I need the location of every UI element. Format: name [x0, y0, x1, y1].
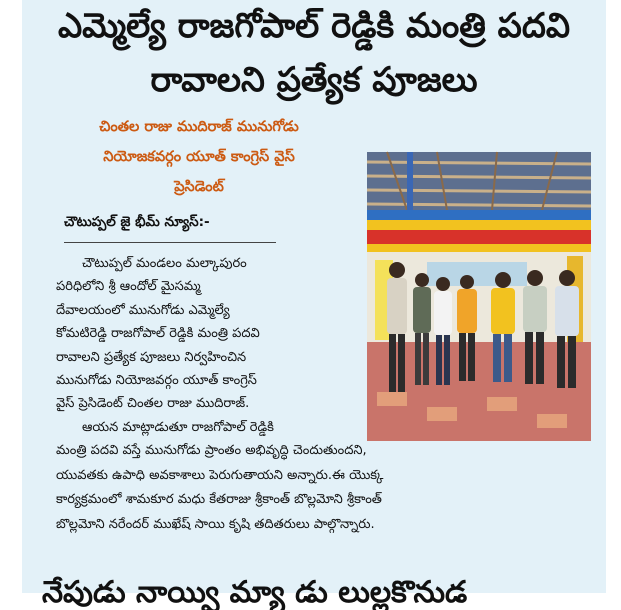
body-line: దేవాలయంలో మునుగోడు ఎమ్మెల్యే [56, 302, 230, 318]
body-line: కోమటిరెడ్డి రాజగోపాల్ రెడ్డికి మంత్రి పదవి [56, 326, 260, 342]
body-line: చౌటుప్పల్ మండలం మల్కాపురం [82, 256, 247, 271]
body-line: మునుగోడు నియోజవర్గం యూత్ కాంగ్రెస్ [56, 373, 257, 389]
body-line: వైస్ ప్రెసిడెంట్ చింతల రాజు ముదిరాజ్. [56, 396, 250, 412]
body-line: ఆయన మాట్లాడుతూ రాజగోపాల్ రెడ్డికి [82, 419, 274, 435]
dateline: చౌటుప్పల్ జై భీమ్ న్యూస్:- [64, 214, 210, 230]
body-line: పరిధిలోని శ్రీ ఆందోల్ మైసమ్మ [56, 279, 201, 295]
headline-line-2: రావాలని ప్రత్యేక పూజలు [150, 60, 478, 100]
subheadline-line-3: ప్రెసిడెంట్ [174, 179, 224, 195]
body-line: మంత్రి పదవి వస్తే మునుగోడు ప్రాంతం అభివృద్ధి చెందుతుందని, [56, 443, 367, 458]
article-body-narrow [56, 252, 354, 439]
body-line: రావాలని ప్రత్యేక పూజలు నిర్వహించిన [56, 349, 247, 365]
body-line: బొల్లమోని నరేందర్ ముఖేష్ సాయి కృషి తదితరులు పాల్గొన్నారు. [56, 516, 375, 532]
next-article-heading-cropped: నేపుడు నాయ్వి మ్యా డు లుల్లకొనుడ [42, 575, 468, 610]
headline-line-1: ఎమ్మెల్యే రాజగోపాల్ రెడ్డికి మంత్రి పదవి [58, 6, 570, 46]
subheadline-line-2: నియోజకవర్గం యూత్ కాంగ్రెస్ వైస్ [103, 149, 295, 165]
group-photo [367, 152, 591, 441]
subheadline-line-1: చింతల రాజు ముదిరాజ్ మునుగోడు [99, 119, 299, 135]
article-body-wide [56, 439, 576, 537]
dateline-underline [64, 242, 276, 243]
body-line: కార్యక్రమంలో శామకూర మధు కేతరాజు శ్రీకాంత్ బొల్లమోని శ్రీకాంత్ [56, 492, 382, 508]
group-photo-illustration [367, 152, 591, 441]
subheadline [44, 112, 354, 202]
body-line: యువతకు ఉపాధి అవకాశాలు పెరుగుతాయని అన్నారు.ఈ యొక్క [56, 467, 384, 483]
